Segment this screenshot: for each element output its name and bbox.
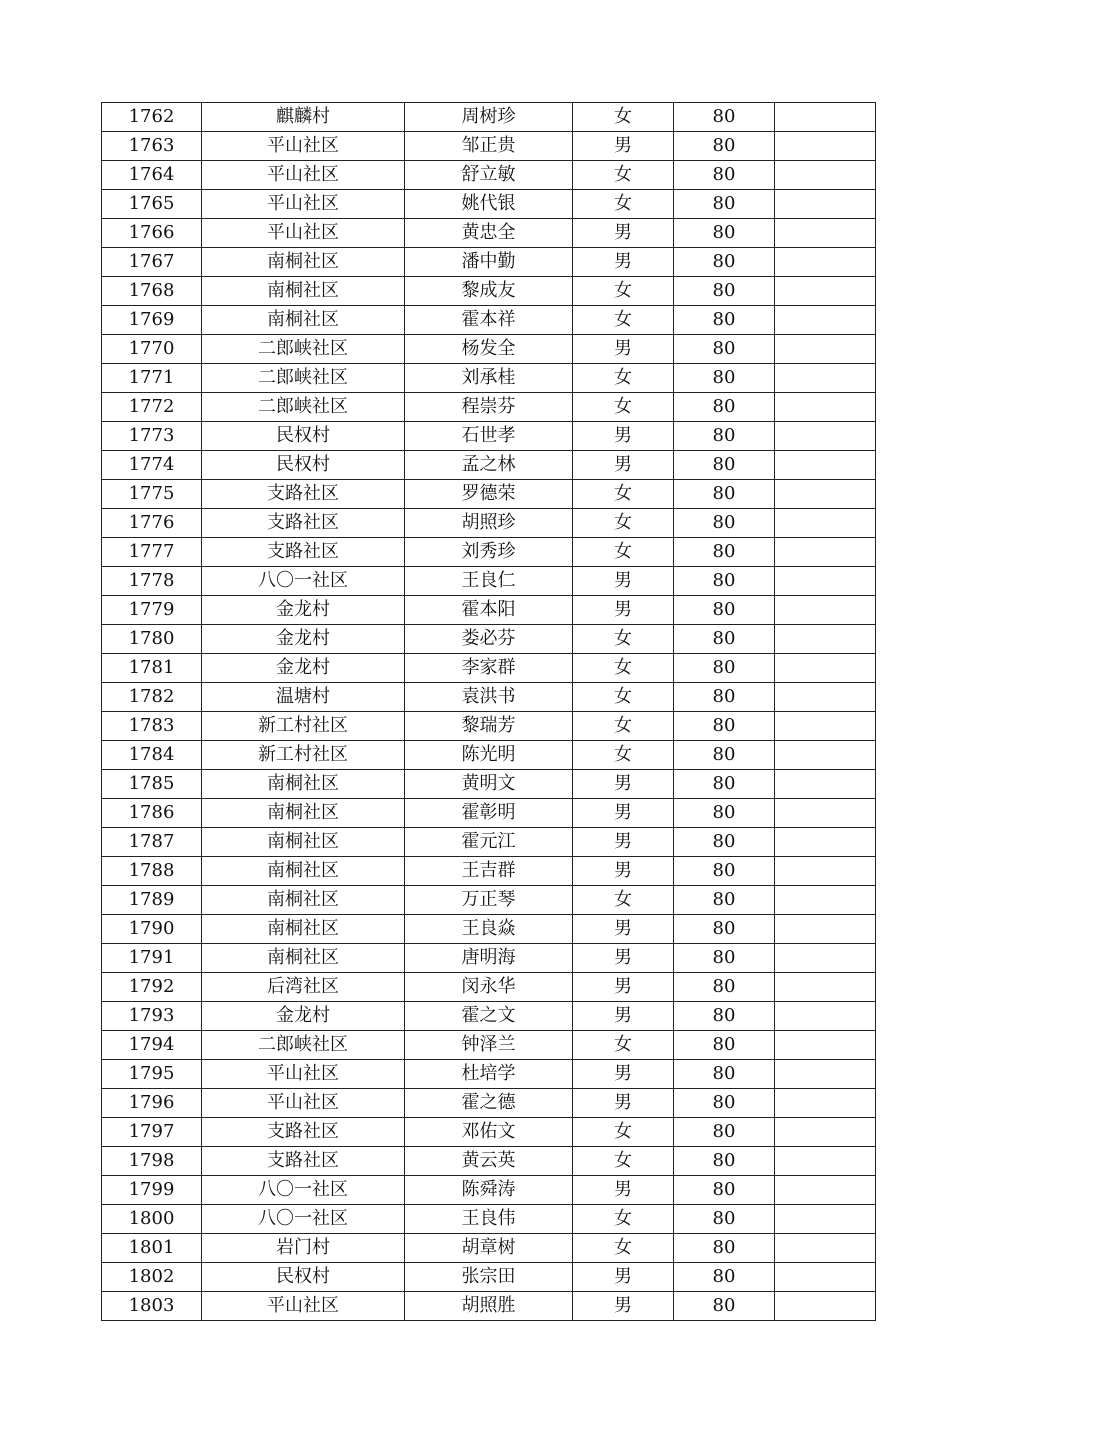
cell-sex: 女	[573, 654, 674, 683]
cell-name: 黎瑞芳	[405, 712, 573, 741]
table-row	[102, 422, 876, 451]
cell-name: 霍本祥	[405, 306, 573, 335]
cell-community: 支路社区	[202, 1147, 405, 1176]
cell-number: 1774	[102, 451, 202, 480]
table-row	[102, 1002, 876, 1031]
cell-number: 1796	[102, 1089, 202, 1118]
cell-number: 1764	[102, 161, 202, 190]
cell-community: 后湾社区	[202, 973, 405, 1002]
table-row	[102, 596, 876, 625]
cell-number: 1778	[102, 567, 202, 596]
cell-number: 1791	[102, 944, 202, 973]
table-row	[102, 509, 876, 538]
cell-age: 80	[674, 654, 775, 683]
cell-age: 80	[674, 335, 775, 364]
cell-sex: 女	[573, 480, 674, 509]
cell-sex: 男	[573, 1060, 674, 1089]
cell-note	[775, 944, 876, 973]
cell-note	[775, 422, 876, 451]
cell-sex: 男	[573, 1089, 674, 1118]
cell-note	[775, 770, 876, 799]
cell-sex: 男	[573, 857, 674, 886]
cell-sex: 男	[573, 248, 674, 277]
cell-community: 八〇一社区	[202, 1176, 405, 1205]
cell-name: 陈光明	[405, 741, 573, 770]
cell-age: 80	[674, 1176, 775, 1205]
cell-community: 平山社区	[202, 132, 405, 161]
cell-age: 80	[674, 364, 775, 393]
cell-age: 80	[674, 132, 775, 161]
cell-sex: 男	[573, 219, 674, 248]
cell-name: 石世孝	[405, 422, 573, 451]
cell-number: 1794	[102, 1031, 202, 1060]
cell-note	[775, 1031, 876, 1060]
cell-name: 邹正贵	[405, 132, 573, 161]
cell-number: 1799	[102, 1176, 202, 1205]
table-row	[102, 219, 876, 248]
cell-number: 1783	[102, 712, 202, 741]
cell-age: 80	[674, 190, 775, 219]
record-table	[101, 102, 876, 1321]
cell-age: 80	[674, 973, 775, 1002]
table-row	[102, 567, 876, 596]
table-row	[102, 886, 876, 915]
cell-note	[775, 1292, 876, 1321]
table-row	[102, 364, 876, 393]
table-row	[102, 741, 876, 770]
cell-name: 张宗田	[405, 1263, 573, 1292]
cell-age: 80	[674, 1263, 775, 1292]
cell-sex: 男	[573, 335, 674, 364]
cell-community: 平山社区	[202, 219, 405, 248]
cell-number: 1782	[102, 683, 202, 712]
cell-name: 黄云英	[405, 1147, 573, 1176]
cell-name: 杜培学	[405, 1060, 573, 1089]
table-row	[102, 277, 876, 306]
cell-number: 1789	[102, 886, 202, 915]
cell-number: 1765	[102, 190, 202, 219]
cell-community: 金龙村	[202, 654, 405, 683]
cell-note	[775, 712, 876, 741]
cell-note	[775, 509, 876, 538]
cell-community: 二郎峡社区	[202, 335, 405, 364]
cell-number: 1762	[102, 103, 202, 132]
cell-number: 1775	[102, 480, 202, 509]
cell-name: 罗德荣	[405, 480, 573, 509]
cell-name: 姚代银	[405, 190, 573, 219]
cell-number: 1768	[102, 277, 202, 306]
cell-number: 1772	[102, 393, 202, 422]
cell-community: 平山社区	[202, 1292, 405, 1321]
cell-number: 1777	[102, 538, 202, 567]
cell-sex: 女	[573, 625, 674, 654]
cell-name: 黄明文	[405, 770, 573, 799]
table-row	[102, 770, 876, 799]
table-row	[102, 132, 876, 161]
cell-note	[775, 538, 876, 567]
cell-name: 胡章树	[405, 1234, 573, 1263]
cell-name: 王良焱	[405, 915, 573, 944]
table-row	[102, 1292, 876, 1321]
cell-name: 王良伟	[405, 1205, 573, 1234]
table-row	[102, 1205, 876, 1234]
cell-sex: 女	[573, 1031, 674, 1060]
cell-note	[775, 190, 876, 219]
cell-number: 1800	[102, 1205, 202, 1234]
cell-number: 1781	[102, 654, 202, 683]
cell-number: 1763	[102, 132, 202, 161]
cell-sex: 女	[573, 1118, 674, 1147]
table-row	[102, 1060, 876, 1089]
cell-age: 80	[674, 509, 775, 538]
cell-age: 80	[674, 770, 775, 799]
table-row	[102, 712, 876, 741]
table-row	[102, 248, 876, 277]
table-row	[102, 1263, 876, 1292]
cell-name: 万正琴	[405, 886, 573, 915]
record-table-body	[102, 103, 876, 1321]
cell-community: 南桐社区	[202, 770, 405, 799]
cell-sex: 男	[573, 1292, 674, 1321]
cell-age: 80	[674, 944, 775, 973]
cell-community: 南桐社区	[202, 248, 405, 277]
cell-name: 胡照胜	[405, 1292, 573, 1321]
cell-sex: 男	[573, 770, 674, 799]
cell-name: 霍元江	[405, 828, 573, 857]
cell-number: 1790	[102, 915, 202, 944]
table-row	[102, 103, 876, 132]
table-row	[102, 1176, 876, 1205]
cell-number: 1771	[102, 364, 202, 393]
cell-community: 平山社区	[202, 190, 405, 219]
cell-note	[775, 828, 876, 857]
cell-note	[775, 103, 876, 132]
cell-note	[775, 335, 876, 364]
table-row	[102, 625, 876, 654]
cell-name: 王吉群	[405, 857, 573, 886]
cell-age: 80	[674, 1060, 775, 1089]
cell-name: 闵永华	[405, 973, 573, 1002]
cell-number: 1769	[102, 306, 202, 335]
cell-sex: 女	[573, 712, 674, 741]
cell-number: 1770	[102, 335, 202, 364]
cell-note	[775, 1205, 876, 1234]
cell-name: 霍本阳	[405, 596, 573, 625]
cell-sex: 男	[573, 799, 674, 828]
cell-number: 1793	[102, 1002, 202, 1031]
cell-community: 支路社区	[202, 509, 405, 538]
cell-age: 80	[674, 451, 775, 480]
cell-community: 南桐社区	[202, 306, 405, 335]
cell-community: 麒麟村	[202, 103, 405, 132]
cell-number: 1798	[102, 1147, 202, 1176]
cell-age: 80	[674, 799, 775, 828]
cell-community: 南桐社区	[202, 886, 405, 915]
cell-name: 杨发全	[405, 335, 573, 364]
cell-sex: 女	[573, 1147, 674, 1176]
cell-age: 80	[674, 1292, 775, 1321]
cell-sex: 女	[573, 1205, 674, 1234]
cell-name: 娄必芬	[405, 625, 573, 654]
cell-sex: 女	[573, 886, 674, 915]
table-row	[102, 915, 876, 944]
cell-name: 刘秀珍	[405, 538, 573, 567]
table-row	[102, 973, 876, 1002]
cell-community: 二郎峡社区	[202, 364, 405, 393]
cell-name: 王良仁	[405, 567, 573, 596]
cell-number: 1776	[102, 509, 202, 538]
cell-age: 80	[674, 828, 775, 857]
cell-name: 陈舜涛	[405, 1176, 573, 1205]
cell-name: 黎成友	[405, 277, 573, 306]
cell-name: 刘承桂	[405, 364, 573, 393]
cell-community: 岩门村	[202, 1234, 405, 1263]
cell-number: 1787	[102, 828, 202, 857]
cell-note	[775, 393, 876, 422]
cell-sex: 男	[573, 1176, 674, 1205]
cell-age: 80	[674, 248, 775, 277]
table-row	[102, 1234, 876, 1263]
cell-note	[775, 654, 876, 683]
cell-number: 1788	[102, 857, 202, 886]
cell-age: 80	[674, 1118, 775, 1147]
cell-name: 舒立敏	[405, 161, 573, 190]
cell-name: 袁洪书	[405, 683, 573, 712]
cell-note	[775, 1002, 876, 1031]
cell-age: 80	[674, 422, 775, 451]
cell-community: 金龙村	[202, 1002, 405, 1031]
table-row	[102, 944, 876, 973]
cell-note	[775, 683, 876, 712]
cell-community: 平山社区	[202, 161, 405, 190]
cell-community: 金龙村	[202, 596, 405, 625]
table-row	[102, 1031, 876, 1060]
table-row	[102, 683, 876, 712]
cell-community: 新工村社区	[202, 741, 405, 770]
table-row	[102, 857, 876, 886]
table-row	[102, 654, 876, 683]
cell-name: 黄忠全	[405, 219, 573, 248]
cell-name: 胡照珍	[405, 509, 573, 538]
cell-sex: 女	[573, 1234, 674, 1263]
cell-community: 支路社区	[202, 538, 405, 567]
table-row	[102, 393, 876, 422]
cell-note	[775, 973, 876, 1002]
cell-age: 80	[674, 480, 775, 509]
cell-sex: 女	[573, 190, 674, 219]
cell-name: 霍彰明	[405, 799, 573, 828]
cell-note	[775, 567, 876, 596]
table-row	[102, 161, 876, 190]
cell-number: 1779	[102, 596, 202, 625]
cell-sex: 女	[573, 683, 674, 712]
cell-age: 80	[674, 712, 775, 741]
cell-sex: 女	[573, 393, 674, 422]
cell-name: 霍之文	[405, 1002, 573, 1031]
cell-number: 1801	[102, 1234, 202, 1263]
cell-number: 1784	[102, 741, 202, 770]
cell-note	[775, 1234, 876, 1263]
table-row	[102, 190, 876, 219]
cell-sex: 男	[573, 1002, 674, 1031]
cell-note	[775, 886, 876, 915]
table-row	[102, 1118, 876, 1147]
cell-note	[775, 132, 876, 161]
cell-age: 80	[674, 1205, 775, 1234]
cell-number: 1785	[102, 770, 202, 799]
cell-age: 80	[674, 625, 775, 654]
cell-number: 1795	[102, 1060, 202, 1089]
cell-number: 1792	[102, 973, 202, 1002]
cell-age: 80	[674, 1234, 775, 1263]
cell-community: 南桐社区	[202, 915, 405, 944]
cell-community: 民权村	[202, 422, 405, 451]
cell-community: 平山社区	[202, 1089, 405, 1118]
cell-note	[775, 741, 876, 770]
cell-number: 1803	[102, 1292, 202, 1321]
cell-community: 八〇一社区	[202, 1205, 405, 1234]
cell-number: 1802	[102, 1263, 202, 1292]
cell-community: 支路社区	[202, 1118, 405, 1147]
cell-number: 1767	[102, 248, 202, 277]
cell-community: 南桐社区	[202, 799, 405, 828]
table-row	[102, 538, 876, 567]
cell-community: 民权村	[202, 1263, 405, 1292]
cell-name: 唐明海	[405, 944, 573, 973]
cell-note	[775, 277, 876, 306]
cell-sex: 女	[573, 741, 674, 770]
cell-note	[775, 248, 876, 277]
table-row	[102, 335, 876, 364]
cell-community: 南桐社区	[202, 944, 405, 973]
cell-note	[775, 857, 876, 886]
cell-sex: 男	[573, 567, 674, 596]
cell-age: 80	[674, 306, 775, 335]
cell-sex: 男	[573, 828, 674, 857]
cell-note	[775, 799, 876, 828]
cell-note	[775, 596, 876, 625]
cell-sex: 男	[573, 944, 674, 973]
cell-age: 80	[674, 886, 775, 915]
cell-sex: 男	[573, 1263, 674, 1292]
cell-name: 邓佑文	[405, 1118, 573, 1147]
cell-community: 新工村社区	[202, 712, 405, 741]
cell-note	[775, 1089, 876, 1118]
cell-sex: 男	[573, 596, 674, 625]
cell-age: 80	[674, 915, 775, 944]
cell-sex: 男	[573, 973, 674, 1002]
cell-sex: 女	[573, 161, 674, 190]
cell-name: 孟之林	[405, 451, 573, 480]
cell-note	[775, 1147, 876, 1176]
table-row	[102, 799, 876, 828]
cell-community: 南桐社区	[202, 277, 405, 306]
cell-community: 支路社区	[202, 480, 405, 509]
cell-sex: 女	[573, 364, 674, 393]
cell-name: 钟泽兰	[405, 1031, 573, 1060]
table-row	[102, 306, 876, 335]
cell-age: 80	[674, 741, 775, 770]
cell-note	[775, 451, 876, 480]
cell-age: 80	[674, 683, 775, 712]
cell-note	[775, 306, 876, 335]
cell-sex: 女	[573, 103, 674, 132]
cell-age: 80	[674, 1002, 775, 1031]
cell-name: 周树珍	[405, 103, 573, 132]
cell-name: 潘中勤	[405, 248, 573, 277]
cell-sex: 女	[573, 509, 674, 538]
cell-note	[775, 480, 876, 509]
cell-number: 1797	[102, 1118, 202, 1147]
cell-community: 金龙村	[202, 625, 405, 654]
table-row	[102, 451, 876, 480]
cell-note	[775, 1176, 876, 1205]
cell-community: 南桐社区	[202, 857, 405, 886]
cell-age: 80	[674, 857, 775, 886]
table-row	[102, 480, 876, 509]
cell-community: 民权村	[202, 451, 405, 480]
cell-sex: 男	[573, 915, 674, 944]
cell-sex: 男	[573, 451, 674, 480]
cell-community: 二郎峡社区	[202, 1031, 405, 1060]
cell-name: 程崇芬	[405, 393, 573, 422]
cell-note	[775, 364, 876, 393]
cell-note	[775, 161, 876, 190]
cell-number: 1780	[102, 625, 202, 654]
cell-age: 80	[674, 538, 775, 567]
cell-number: 1766	[102, 219, 202, 248]
cell-name: 霍之德	[405, 1089, 573, 1118]
cell-number: 1773	[102, 422, 202, 451]
cell-sex: 男	[573, 132, 674, 161]
cell-sex: 女	[573, 306, 674, 335]
cell-community: 温塘村	[202, 683, 405, 712]
cell-community: 二郎峡社区	[202, 393, 405, 422]
cell-age: 80	[674, 1031, 775, 1060]
cell-sex: 女	[573, 277, 674, 306]
cell-age: 80	[674, 1147, 775, 1176]
cell-sex: 女	[573, 538, 674, 567]
cell-age: 80	[674, 277, 775, 306]
cell-age: 80	[674, 567, 775, 596]
cell-number: 1786	[102, 799, 202, 828]
cell-note	[775, 1060, 876, 1089]
cell-note	[775, 1118, 876, 1147]
table-row	[102, 1147, 876, 1176]
cell-name: 李家群	[405, 654, 573, 683]
cell-community: 八〇一社区	[202, 567, 405, 596]
cell-note	[775, 915, 876, 944]
cell-age: 80	[674, 219, 775, 248]
cell-age: 80	[674, 161, 775, 190]
cell-sex: 男	[573, 422, 674, 451]
cell-age: 80	[674, 103, 775, 132]
cell-age: 80	[674, 1089, 775, 1118]
table-row	[102, 1089, 876, 1118]
cell-note	[775, 625, 876, 654]
cell-community: 平山社区	[202, 1060, 405, 1089]
cell-note	[775, 1263, 876, 1292]
cell-age: 80	[674, 596, 775, 625]
cell-note	[775, 219, 876, 248]
cell-community: 南桐社区	[202, 828, 405, 857]
cell-age: 80	[674, 393, 775, 422]
table-row	[102, 828, 876, 857]
